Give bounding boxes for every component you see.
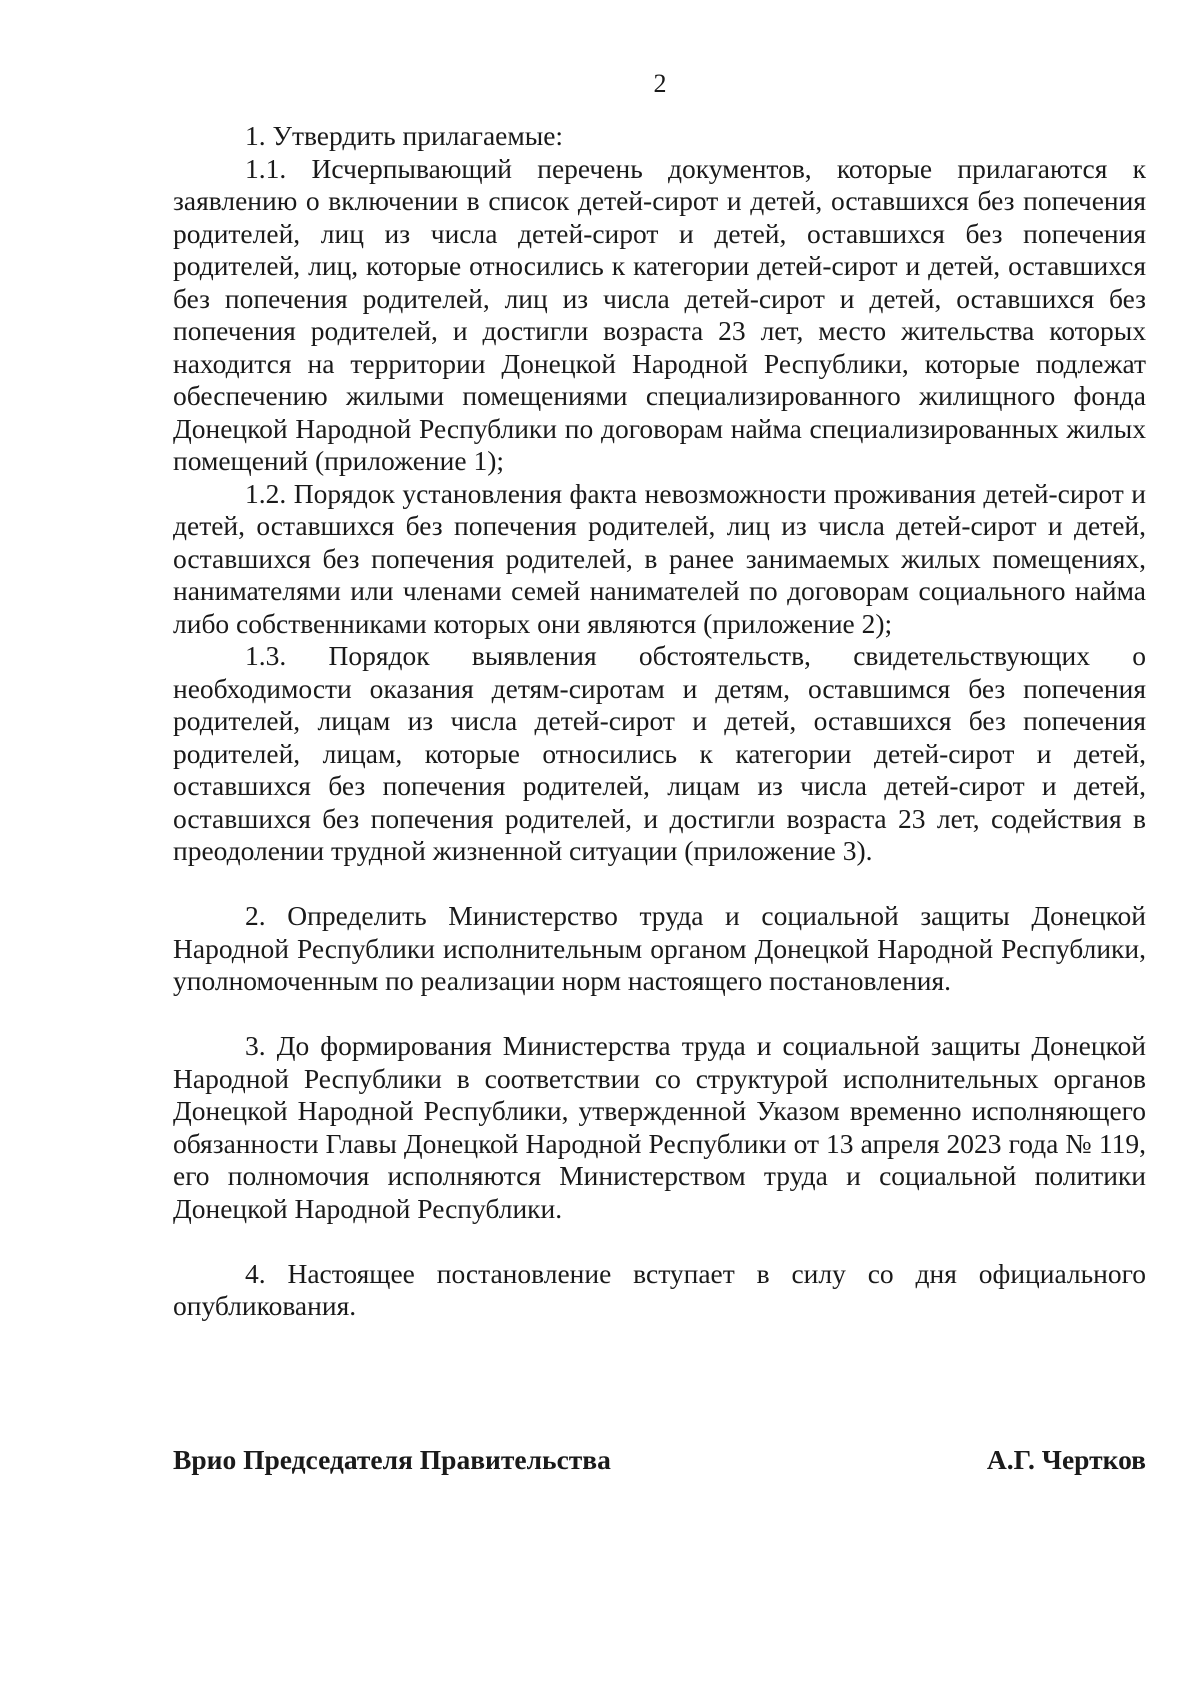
paragraph-1: 1. Утвердить прилагаемые: bbox=[245, 120, 564, 151]
signatory-position: Врио Председателя Правительства bbox=[173, 1444, 611, 1475]
signature-block bbox=[173, 1444, 1146, 1477]
paragraph-spacer bbox=[173, 868, 1146, 901]
signatory-name: А.Г. Чертков bbox=[986, 1444, 1146, 1475]
paragraph-2: 2. Определить Министерство труда и социальной защиты Донецкой Народной Республики исполнительным органом Донецкой Народной Республики, уполномоченным по реализации норм настоящего постановления. bbox=[173, 900, 1146, 996]
paragraph-1-1: 1.1. Исчерпывающий перечень документов, которые прилагаются к заявлению о включении в список детей-сирот и детей, оставшихся без попечения родителей, лиц из числа детей-сирот и детей, оставшихся без попечения родителей, лиц, которые относились к категории детей-сирот и детей, оставшихся без попечения родителей, лиц из числа детей-сирот и детей, оставшихся без попечения родителей, и достигли возраста 23 лет, место жительства которых находится на территории Донецкой Народной Республики, которые подлежат обеспечению жилыми помещениями специализированного жилищного фонда Донецкой Народной Республики по договорам найма специализированных жилых помещений (приложение 1); bbox=[173, 152, 1146, 476]
paragraph-1-3: 1.3. Порядок выявления обстоятельств, свидетельствующих о необходимости оказания детям-сиротам и детям, оставшимся без попечения родителей, лицам из числа детей-сирот и детей, оставшихся без попечения родителей, лицам, которые относились к категории детей-сирот и детей, оставшихся без попечения родителей, лицам из числа детей-сирот и детей, оставшихся без попечения родителей, и достигли возраста 23 лет, содействия в преодолении трудной жизненной ситуации (приложение 3). bbox=[173, 640, 1146, 866]
paragraph-spacer bbox=[173, 1225, 1146, 1258]
paragraph-4: 4. Настоящее постановление вступает в силу со дня официального опубликования. bbox=[173, 1257, 1146, 1321]
document-body bbox=[173, 120, 1146, 1323]
paragraph-spacer bbox=[173, 998, 1146, 1031]
paragraph-1-2: 1.2. Порядок установления факта невозможности проживания детей-сирот и детей, оставшихся без попечения родителей, лиц из числа детей-сирот и детей, оставшихся без попечения родителей, в ранее занимаемых жилых помещениях, нанимателями или членами семей нанимателей по договорам социального найма либо собственниками которых они являются (приложение 2); bbox=[173, 477, 1146, 639]
paragraph-3: 3. До формирования Министерства труда и социальной защиты Донецкой Народной Республики в соответствии со структурой исполнительных органов Донецкой Народной Республики, утвержденной Указом временно исполняющего обязанности Главы Донецкой Народной Республики от 13 апреля 2023 года № 119, его полномочия исполняются Министерством труда и социальной политики Донецкой Народной Республики. bbox=[173, 1030, 1146, 1224]
page-number: 2 bbox=[653, 69, 667, 98]
